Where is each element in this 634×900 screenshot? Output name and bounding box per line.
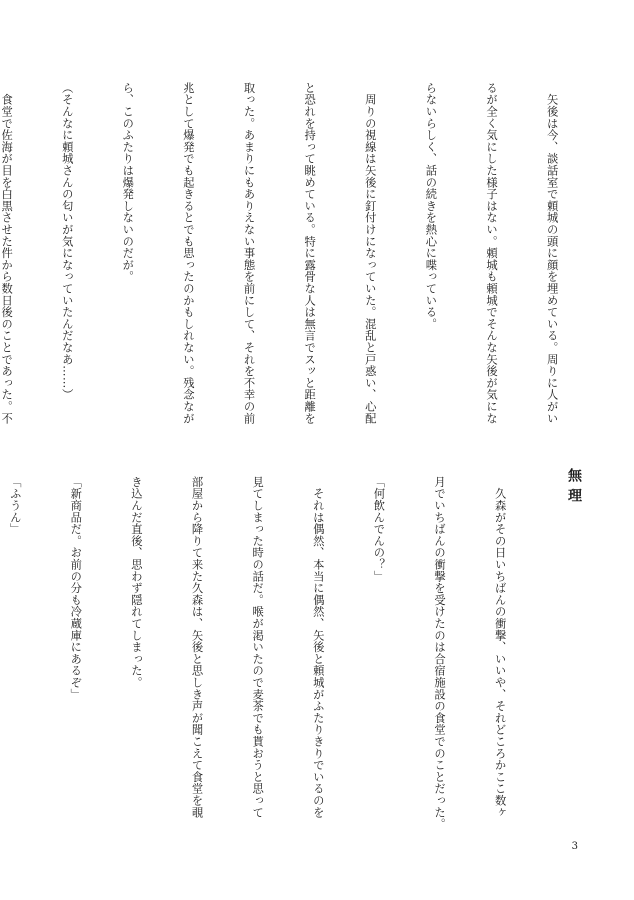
text-line: それは偶然、本当に偶然、矢後と頼城がふたりきりでいるのを	[311, 476, 325, 819]
text-line: 久森がその日いちばんの衝撃、いいや、それどころかここ数ヶ	[493, 476, 507, 819]
section-title-wrap	[564, 468, 584, 508]
text-line: 矢後は今、談話室で頼城の頭に顔を埋めている。周りに人がい	[545, 82, 559, 425]
text-line: 兆として爆発でも起きるとでも思ったのかもしれない。残念なが	[181, 82, 195, 425]
text-line: ら、このふたりは爆発しないのだが。	[121, 82, 135, 283]
section-title: 無理	[566, 468, 582, 508]
text-line: 食堂で佐海が目を白黒させた件から数日後のことであった。不	[0, 82, 14, 425]
text-line: 「ふうん」	[8, 476, 22, 535]
text-line: （そんなに頼城さんの匂いが気になっていたんだなあ……）	[60, 82, 74, 401]
text-line: らないらしく、話の続きを熱心に喋っている。	[424, 82, 438, 330]
text-line: 「何飲んでんの？」	[372, 476, 386, 583]
page-number: 3	[571, 841, 578, 852]
text-line: るが全く気にした様子はない。頼城も頼城でそんな矢後が気にな	[484, 82, 498, 425]
text-line: き込んだ直後、思わず隠れてしまった。	[129, 476, 143, 689]
text-line: と恐れを持って眺めている。特に露骨な人は無言でスッと距離を	[303, 82, 317, 425]
text-line: 周りの視線は矢後に釘付けになっていた。混乱と戸惑い、心配	[363, 82, 377, 425]
upper-text-block	[0, 82, 602, 442]
lower-text-block	[0, 476, 550, 838]
text-line: 月でいちばんの衝撃を受けたのは合宿施設の食堂でのことだった。	[432, 476, 446, 830]
text-line: 「新商品だ。お前の分も冷蔵庫にあるぞ」	[69, 476, 83, 701]
text-line: 部屋から降りて来た久森は、矢後と思しき声が聞こえて食堂を覗	[190, 476, 204, 819]
text-line: 取った。あまりにもありえない事態を前にして、それを不幸の前	[242, 82, 256, 425]
text-line: 見てしまった時の話だ。喉が渇いたので麦茶でも貰おうと思って	[251, 476, 265, 819]
